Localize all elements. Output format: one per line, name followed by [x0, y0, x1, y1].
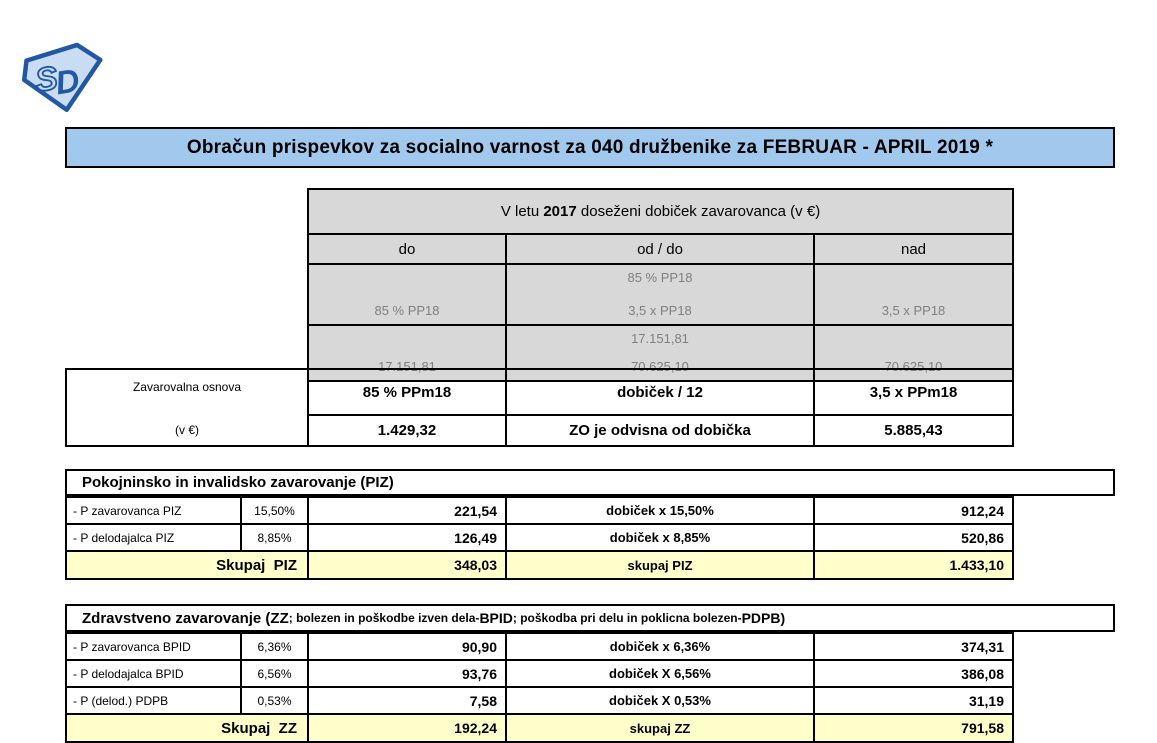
pp-col1-cell: 85 % PP18: [308, 264, 506, 325]
piz-header-title: Pokojninsko in invalidsko zavarovanje (PIZ): [82, 474, 394, 491]
profit-header-row: [308, 189, 1013, 234]
zz-row-value: 7,58: [308, 687, 506, 714]
zz-header-acr1: BPID: [479, 610, 513, 626]
zz-total-value: 192,24: [308, 714, 506, 742]
logo-letter-s: S: [32, 58, 61, 99]
piz-row-formula: dobiček x 15,50%: [506, 497, 814, 524]
piz-total-label: Skupaj PIZ: [66, 551, 308, 579]
range-nad-cell: nad: [814, 234, 1013, 264]
range-od-do-cell: od / do: [506, 234, 814, 264]
zz-table: [65, 632, 1014, 743]
zz-total-row: [66, 714, 1013, 742]
zz-row-percent: 0,53%: [241, 687, 308, 714]
zz-header-main: Zdravstveno zavarovanje (ZZ: [82, 609, 289, 627]
piz-total-row: [66, 551, 1013, 579]
zz-row-formula: dobiček x 6,36%: [506, 633, 814, 660]
base-formula-row: [66, 369, 1013, 415]
piz-section-header: [65, 469, 1115, 496]
zz-row-value2: 31,19: [814, 687, 1013, 714]
piz-row-formula: dobiček x 8,85%: [506, 524, 814, 551]
pp-col3-cell: 3,5 x PP18: [814, 264, 1013, 325]
piz-row-value: 126,49: [308, 524, 506, 551]
pp-thresholds-row: [308, 264, 1013, 325]
company-logo: [22, 40, 104, 114]
piz-row-value2: 520,86: [814, 524, 1013, 551]
profit-header-year: 2017: [543, 203, 577, 220]
insurance-base-table: [65, 368, 1014, 447]
zz-row-value2: 374,31: [814, 633, 1013, 660]
piz-total-formula: skupaj PIZ: [506, 551, 814, 579]
piz-row-value: 221,54: [308, 497, 506, 524]
zz-header-seg1: ; bolezen in poškodbe izven dela-: [288, 611, 480, 625]
piz-total-value: 348,03: [308, 551, 506, 579]
amount-col2-bottom: 70.625,10: [631, 359, 689, 374]
base-formula-col1: 85 % PPm18: [308, 369, 506, 415]
zz-row-formula: dobiček X 0,53%: [506, 687, 814, 714]
title-bar: [65, 127, 1115, 168]
range-do-cell: do: [308, 234, 506, 264]
zz-row-label: - P zavarovanca BPID: [66, 633, 241, 660]
piz-row-percent: 8,85%: [241, 524, 308, 551]
piz-row-label: - P delodajalca PIZ: [66, 524, 241, 551]
pp-col2-top: 85 % PP18: [627, 270, 693, 285]
profit-header-prefix: V letu: [500, 203, 544, 220]
profit-header-suffix: doseženi dobiček zavarovanca (v €): [576, 203, 821, 220]
piz-row-percent: 15,50%: [241, 497, 308, 524]
pp-col2-bottom: 3,5 x PP18: [628, 303, 692, 318]
zz-total-value2: 791,58: [814, 714, 1013, 742]
base-label-cell: [66, 369, 308, 446]
piz-table: [65, 496, 1014, 580]
zz-section-header: [65, 604, 1115, 632]
zz-row-value2: 386,08: [814, 660, 1013, 687]
piz-row-label: - P zavarovanca PIZ: [66, 497, 241, 524]
piz-total-value2: 1.433,10: [814, 551, 1013, 579]
base-label-line1: Zavarovalna osnova: [132, 380, 242, 394]
base-formula-col3: 3,5 x PPm18: [814, 369, 1013, 415]
amount-col1-cell: 17.151,81: [308, 325, 506, 381]
zz-row-value: 93,76: [308, 660, 506, 687]
profit-range-table: [307, 188, 1014, 382]
zz-row-formula: dobiček X 6,56%: [506, 660, 814, 687]
base-label-line2: (v €): [175, 423, 199, 437]
table-row: [66, 660, 1013, 687]
table-row: [66, 633, 1013, 660]
amount-col2-top: 17.151,81: [631, 331, 689, 346]
zz-header-seg2: ; poškodba pri delu in poklicna bolezen-: [512, 611, 742, 625]
zz-row-percent: 6,56%: [241, 660, 308, 687]
pp-col2-cell: [506, 264, 814, 325]
zz-total-label: Skupaj ZZ: [66, 714, 308, 742]
piz-row-value2: 912,24: [814, 497, 1013, 524]
amount-col3-cell: 70.625,10: [814, 325, 1013, 381]
zz-row-percent: 6,36%: [241, 633, 308, 660]
base-formula-col2: dobiček / 12: [506, 369, 814, 415]
zz-total-formula: skupaj ZZ: [506, 714, 814, 742]
table-row: [66, 497, 1013, 524]
range-labels-row: [308, 234, 1013, 264]
zz-header-acr2: PDPB): [741, 610, 786, 626]
zz-row-label: - P delodajalca BPID: [66, 660, 241, 687]
base-value-col2: ZO je odvisna od dobička: [506, 415, 814, 446]
logo-shield-icon: [22, 40, 104, 114]
base-value-col3: 5.885,43: [814, 415, 1013, 446]
base-value-col1: 1.429,32: [308, 415, 506, 446]
page-title: Obračun prispevkov za socialno varnost za 040 družbenike za FEBRUAR - APRIL 2019 *: [186, 136, 994, 158]
zz-row-label: - P (delod.) PDPB: [66, 687, 241, 714]
table-row: [66, 687, 1013, 714]
table-row: [66, 524, 1013, 551]
logo-letter-d: D: [52, 61, 82, 102]
zz-row-value: 90,90: [308, 633, 506, 660]
profit-table-header: [308, 189, 1013, 234]
